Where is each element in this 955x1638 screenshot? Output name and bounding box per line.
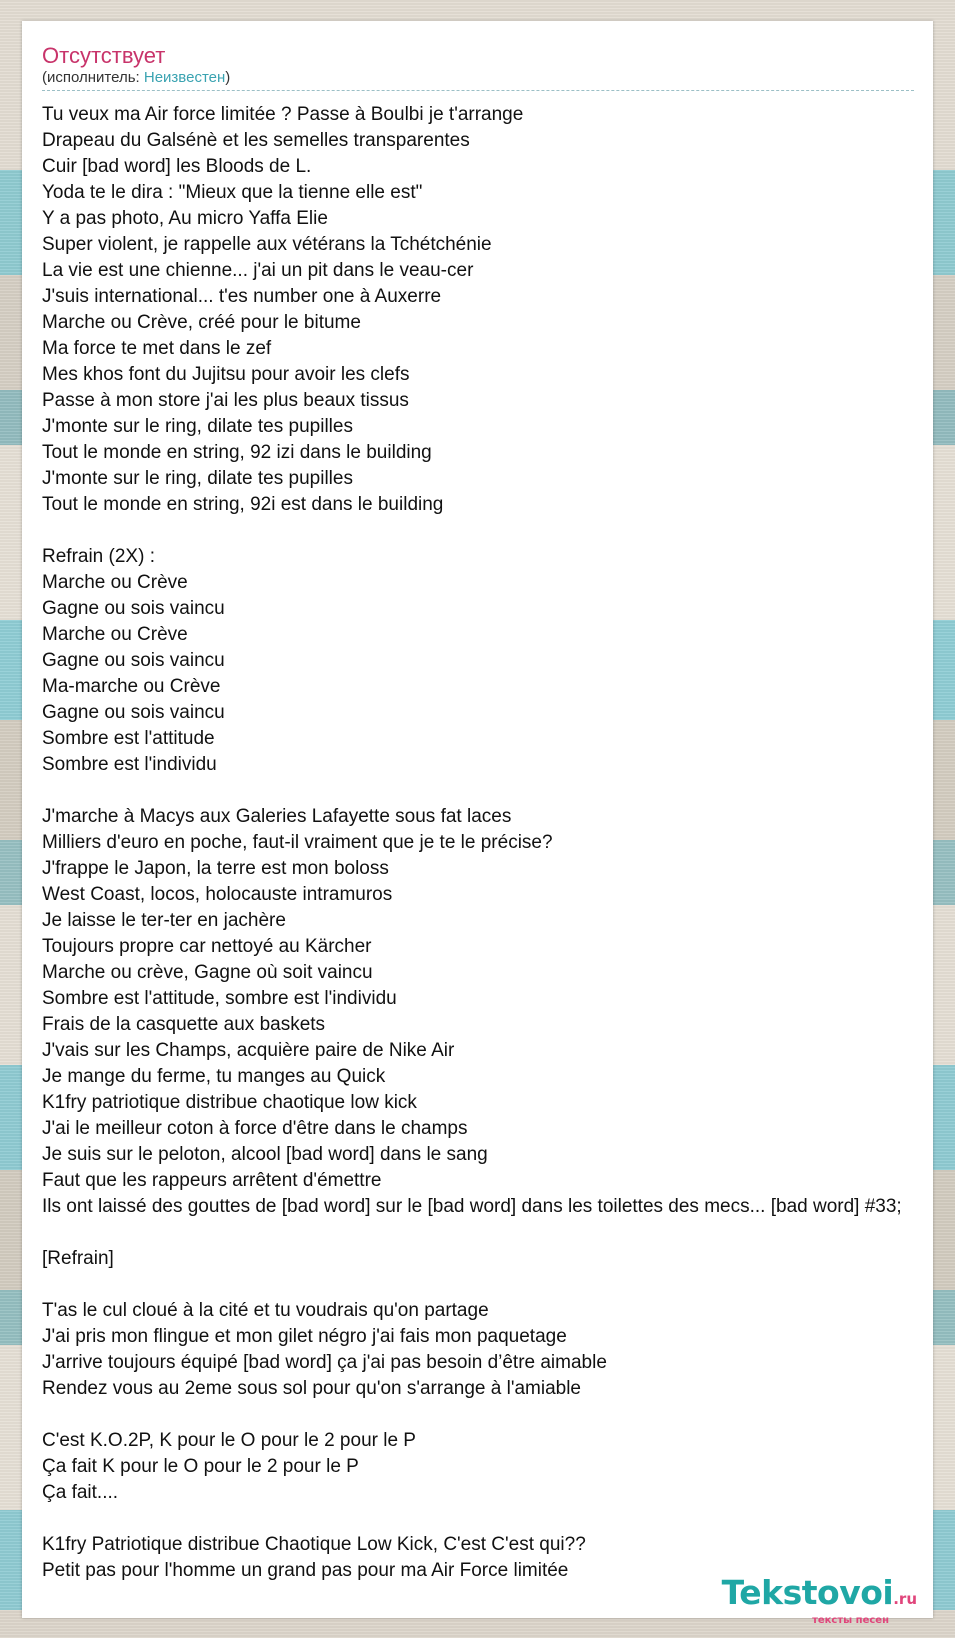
lyrics-text: Tu veux ma Air force limitée ? Passe à Boulbi je t'arrange Drapeau du Galsénè et les semelles transparentes Cuir [bad word] les Bloods de L. Yoda te le dira : "Mieux que la tienne elle est" Y a pas photo, Au micro Yaffa Elie Super violent, je rappelle aux vétérans la Tchétchénie La vie est une chienne... j'ai un pit dans le veau-cer J'suis international... t'es number one à Auxerre Marche ou Crève, créé pour le bitume Ma force te met dans le zef Mes khos font du Jujitsu pour avoir les clefs Passe à mon store j'ai les plus beaux tissus J'monte sur le ring, dilate tes pupilles Tout le monde en string, 92 izi dans le building J'monte sur le ring, dilate tes pupilles Tout le monde en string, 92i est dans le building Refrain (2X) : Marche ou Crève Gagne ou sois vaincu Marche ou Crève Gagne ou sois vaincu Ma-marche ou Crève Gagne ou sois vaincu Sombre est l'attitude Sombre est l'individu J'marche à Macys aux Galeries Lafayette sous fat laces Milliers d'euro en poche, faut-il vraiment que je te le précise? J'frappe le Japon, la terre est mon boloss West Coast, locos, holocauste intramuros Je laisse le ter-ter en jachère Toujours propre car nettoyé au Kärcher Marche ou crève, Gagne où soit vaincu Sombre est l'attitude, sombre est l'individu Frais de la casquette aux baskets J'vais sur les Champs, acquière paire de Nike Air Je mange du ferme, tu manges au Quick K1fry patriotique distribue chaotique low kick J'ai le meilleur coton à force d'être dans le champs Je suis sur le peloton, alcool [bad word] dans le sang Faut que les rappeurs arrêtent d'émettre Ils ont laissé des gouttes de [bad word] sur le [bad word] dans les toilettes des mecs... [bad word] #33; [Refrain] T'as le cul cloué à la cité et tu voudrais qu'on partage J'ai pris mon flingue et mon gilet négro j'ai fais mon paquetage J'arrive toujours équipé [bad word] ça j'ai pas besoin d’être aimable Rendez vous au 2eme sous sol pour qu'on s'arrange à l'amiable C'est K.O.2P, K pour le O pour le 2 pour le P Ça fait K pour le O pour le 2 pour le P Ça fait.... K1fry Patriotique distribue Chaotique Low Kick, C'est C'est qui?? Petit pas pour l'homme un grand pas pour ma Air Force limitée bbox=[42, 104, 902, 1581]
artist-line bbox=[42, 69, 914, 87]
logo-tagline: тексты песен bbox=[812, 1615, 889, 1626]
song-title: Отсутствует bbox=[42, 43, 166, 68]
artist-prefix: (исполнитель: bbox=[42, 69, 144, 86]
artist-link[interactable]: Неизвестен bbox=[143, 69, 226, 86]
artist-suffix: ) bbox=[225, 69, 231, 86]
logo-tld: .ru bbox=[893, 1590, 917, 1608]
lyrics-card bbox=[22, 21, 933, 1626]
logo-name: Tekstovoi bbox=[721, 1573, 894, 1612]
logo-wordmark bbox=[721, 1573, 917, 1616]
song-header bbox=[42, 43, 914, 91]
site-logo[interactable] bbox=[721, 1573, 917, 1626]
